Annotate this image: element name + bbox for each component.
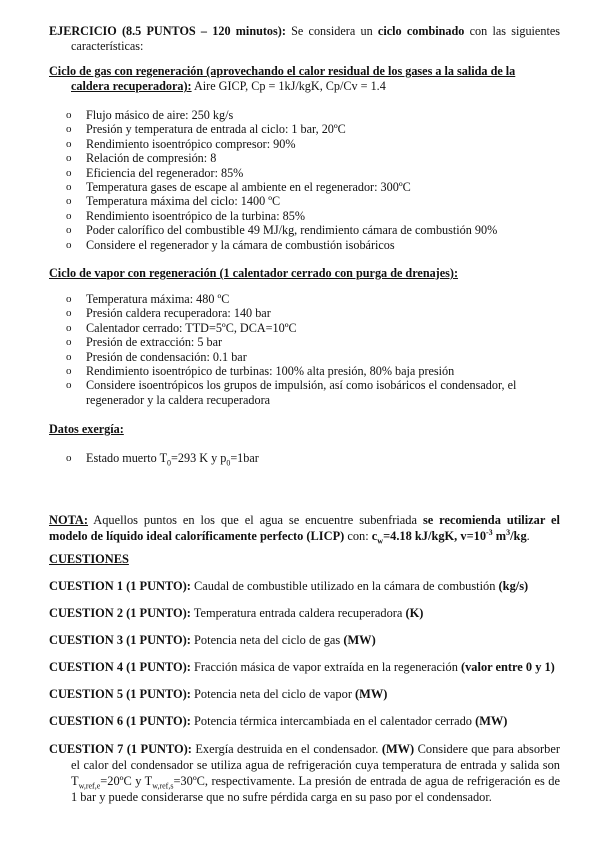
list-item: o Temperatura máxima del ciclo: 1400 ºC (66, 194, 560, 208)
question-5: CUESTION 5 (1 PUNTO): Potencia neta del ciclo de vapor (MW) (49, 687, 388, 701)
note-block: NOTA: Aquellos puntos en los que el agua se encuentre subenfriada se recomienda utilizar el modelo de líquido ideal caloríficamente perfecto (LICP) con: $c_w=4.18$ kJ/kgK, $v=10^{-3}$ $m^3/kg$. (49, 513, 560, 546)
list-item: o Estado muerto $T_0=293$ K y $p_0=1bar$ (66, 451, 560, 465)
list-item: o Relación de compresión: 8 (66, 151, 560, 165)
list-item: o Temperatura gases de escape al ambiente en el regenerador: 300ºC (66, 180, 560, 194)
questions-heading: CUESTIONES (49, 552, 129, 566)
list-item: o Poder calorífico del combustible 49 MJ/kg, rendimiento cámara de combustión 90% (66, 223, 560, 237)
list-item: o Presión caldera recuperadora: 140 bar (66, 306, 560, 320)
question-1: CUESTION 1 (1 PUNTO): Caudal de combustible utilizado en la cámara de combustión (kg/s) (49, 579, 529, 593)
list-item: o Eficiencia del regenerador: 85% (66, 166, 560, 180)
gas-cycle-list (66, 108, 560, 252)
steam-cycle-list (66, 292, 560, 407)
question-6: CUESTION 6 (1 PUNTO): Potencia térmica intercambiada en el calentador cerrado (MW) (49, 714, 508, 728)
list-item: o Presión de extracción: 5 bar (66, 335, 560, 349)
gas-cycle-heading: Ciclo de gas con regeneración (aprovechando el calor residual de los gases a la salida de la caldera recuperadora): Aire GICP, Cp = 1kJ/kgK, Cp/Cv = 1.4 (49, 64, 516, 93)
list-item: o Temperatura máxima: 480 ºC (66, 292, 560, 306)
list-item: o Considere el regenerador y la cámara de combustión isobáricos (66, 238, 560, 252)
question-4: CUESTION 4 (1 PUNTO): Fracción másica de vapor extraída en la regeneración (valor entre 0 y 1) (49, 660, 555, 674)
list-item: o Presión de condensación: 0.1 bar (66, 350, 560, 364)
list-item: o Considere isoentrópicos los grupos de impulsión, así como isobáricos el condensador, el regenerador y la caldera recuperadora (66, 378, 560, 407)
list-item: o Calentador cerrado: TTD=5ºC, DCA=10ºC (66, 321, 560, 335)
exergy-list (66, 451, 560, 468)
list-item: o Flujo másico de aire: 250 kg/s (66, 108, 560, 122)
list-item: o Rendimiento isoentrópico de la turbina: 85% (66, 209, 560, 223)
list-item: o Rendimiento isoentrópico de turbinas: 100% alta presión, 80% baja presión (66, 364, 560, 378)
question-2: CUESTION 2 (1 PUNTO): Temperatura entrada caldera recuperadora (K) (49, 606, 424, 620)
exercise-title: EJERCICIO (8.5 PUNTOS – 120 minutos): (49, 24, 286, 38)
exercise-intro: EJERCICIO (8.5 PUNTOS – 120 minutos): Se considera un ciclo combinado con las siguientes características: (49, 24, 560, 53)
list-item: o Presión y temperatura de entrada al ciclo: 1 bar, 20ºC (66, 122, 560, 136)
exergy-heading: Datos exergía: (49, 422, 124, 436)
list-item: o Rendimiento isoentrópico compresor: 90% (66, 137, 560, 151)
question-3: CUESTION 3 (1 PUNTO): Potencia neta del ciclo de gas (MW) (49, 633, 376, 647)
question-7: CUESTION 7 (1 PUNTO): Exergía destruida en el condensador. (MW) Considere que para absorber el calor del condensador se utiliza agua de refrigeración cuya temperatura de entrada y salida son $T_{w,ref,e}=20ºC$ y $T_{w,ref,s}=30ºC$, respectivamente. La presión de entrada de agua de refrigeración es de 1 bar y puede considerarse que no sufre pérdida carga en su paso por el condensador. (49, 742, 560, 804)
steam-cycle-heading: Ciclo de vapor con regeneración (1 calentador cerrado con purga de drenajes): (49, 266, 459, 280)
